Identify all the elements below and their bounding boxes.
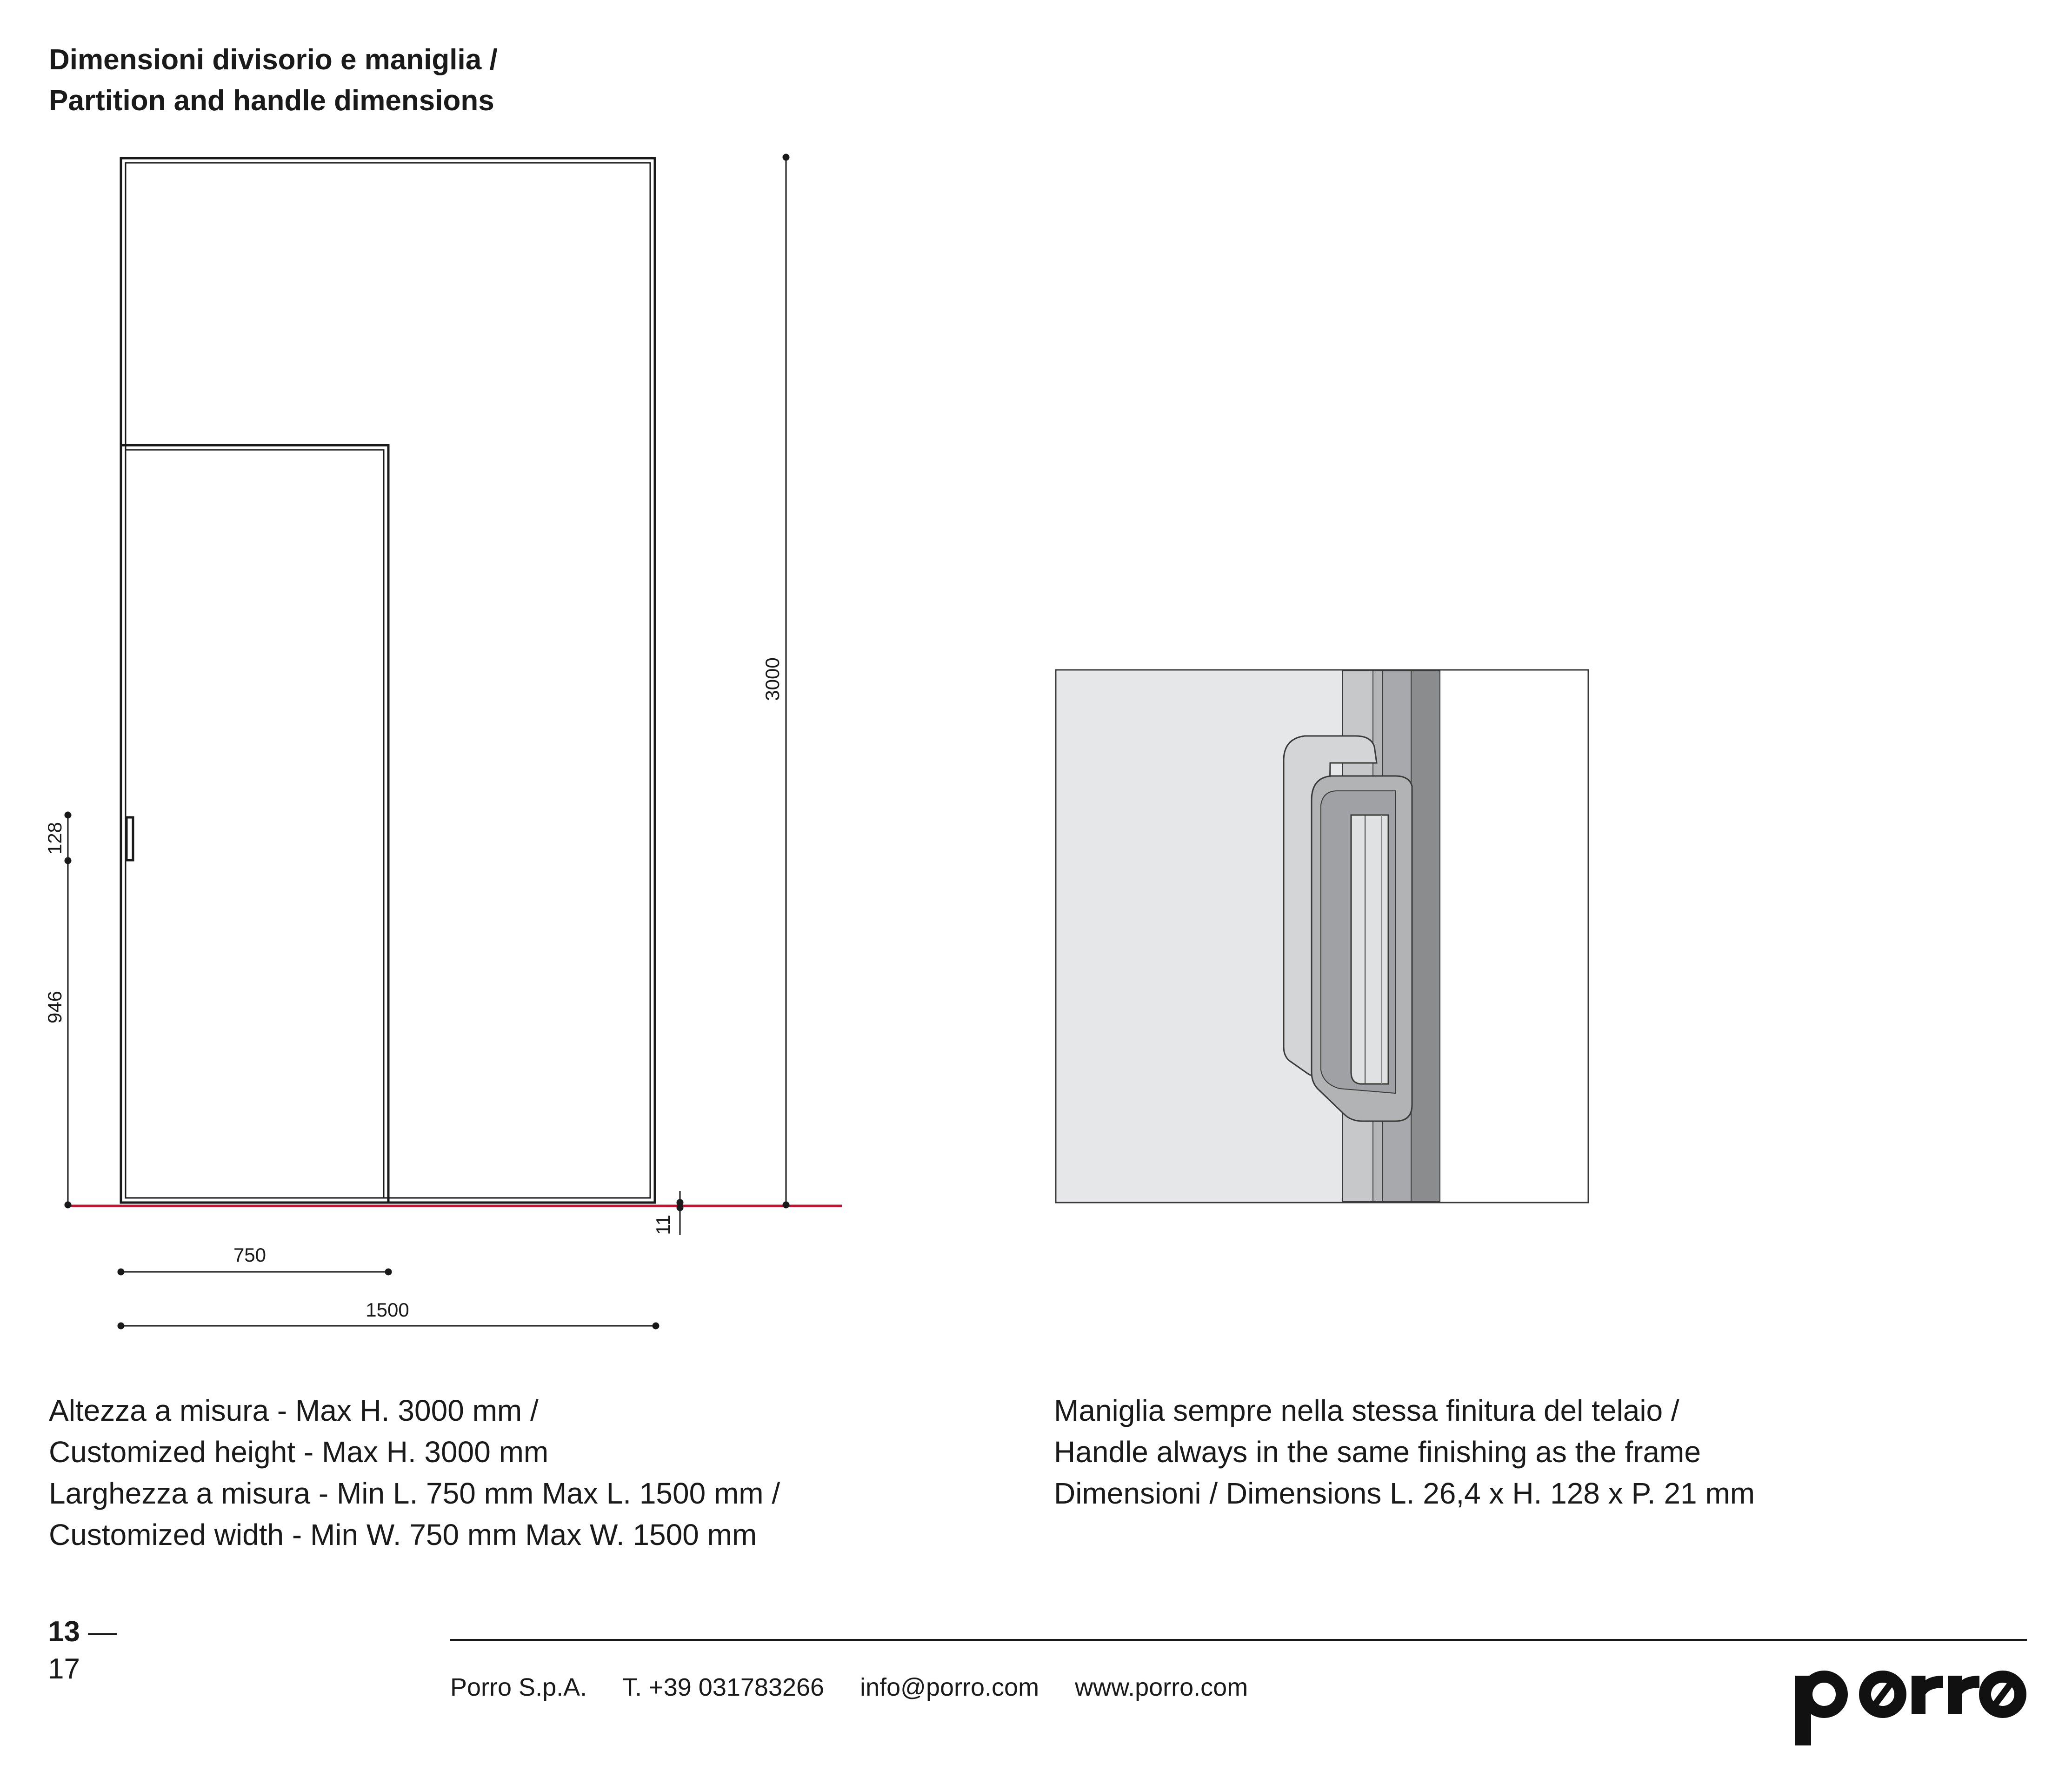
description-left-line: Larghezza a misura - Min L. 750 mm Max L. 1500 mm / [49, 1477, 780, 1510]
dimension-floor-gap-label: 11 [652, 1215, 674, 1235]
title-line-english: Partition and handle dimensions [49, 85, 494, 117]
dimension-height [783, 154, 789, 1208]
page-number [48, 1613, 117, 1688]
door-leaf [121, 445, 650, 1203]
description-right-line: Maniglia sempre nella stessa finitura del telaio / [1054, 1394, 1679, 1427]
title-line-italian: Dimensioni divisorio e maniglia / [49, 44, 498, 76]
footer-contacts [450, 1671, 1277, 1704]
footer-website-link[interactable]: www.porro.com [1075, 1673, 1248, 1701]
footer-email-link[interactable]: info@porro.com [860, 1673, 1039, 1701]
total-pages: 17 [48, 1653, 80, 1685]
current-page: 13 [48, 1616, 80, 1648]
description-left-line: Customized height - Max H. 3000 mm [49, 1435, 549, 1469]
footer-company: Porro S.p.A. [450, 1673, 587, 1701]
dimension-door-width-label: 750 [233, 1244, 266, 1266]
dimension-handle-position-label: 946 [44, 990, 66, 1024]
description-left [49, 1390, 780, 1556]
description-left-line: Customized width - Min W. 750 mm Max W. 1500 mm [49, 1518, 757, 1551]
description-left-line: Altezza a misura - Max H. 3000 mm / [49, 1394, 539, 1427]
description-right-line: Handle always in the same finishing as the frame [1054, 1435, 1701, 1469]
dimension-total-width-label: 1500 [366, 1299, 409, 1321]
page-separator: — [88, 1616, 117, 1648]
dimension-height-label: 3000 [761, 657, 783, 701]
footer-divider [450, 1639, 2027, 1641]
footer-phone[interactable]: T. +39 031783266 [622, 1673, 825, 1701]
description-right-line: Dimensioni / Dimensions L. 26,4 x H. 128 x P. 21 mm [1054, 1477, 1755, 1510]
handle-elevation [127, 817, 133, 860]
handle-detail-illustration [1056, 670, 1588, 1203]
dimension-floor-gap [677, 1191, 683, 1235]
dimension-handle-height-label: 128 [44, 822, 66, 855]
dimension-total-width [118, 1323, 659, 1329]
description-right [1054, 1390, 1755, 1514]
porro-logo [1795, 1676, 2020, 1745]
dimension-door-width [118, 1269, 391, 1275]
dimension-handle [65, 812, 71, 1208]
